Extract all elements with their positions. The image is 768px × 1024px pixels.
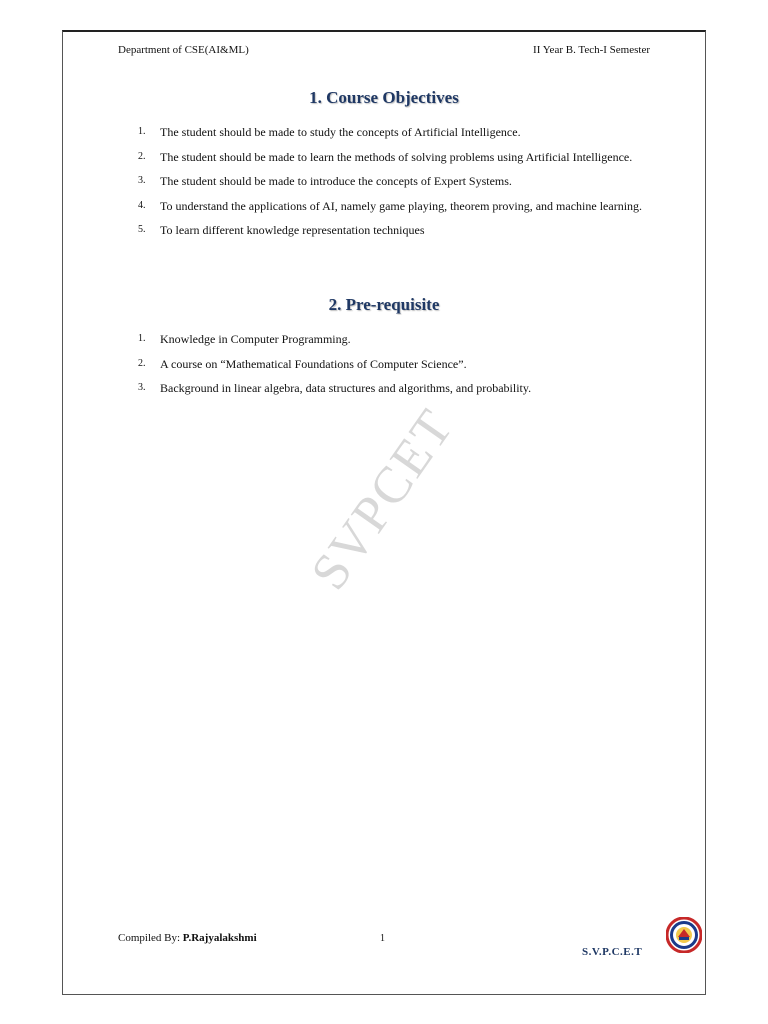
list-item: 1. Knowledge in Computer Programming.	[138, 332, 351, 346]
watermark: SVPCET	[300, 398, 466, 601]
footer-institution: S.V.P.C.E.T	[582, 946, 643, 958]
list-item: 3. The student should be made to introduce the concepts of Expert Systems.	[138, 174, 512, 188]
section-title-course-objectives: 1. Course Objectives	[309, 88, 459, 107]
compiled-name: P.Rajyalakshmi	[182, 932, 257, 944]
footer-compiled-by	[118, 932, 257, 944]
college-emblem-icon	[666, 917, 702, 953]
prerequisite-list	[118, 327, 650, 401]
page-header	[118, 44, 650, 56]
course-objectives-list	[118, 120, 650, 243]
list-item: 2. The student should be made to learn the methods of solving problems using Artificial Intelligence.	[138, 149, 633, 164]
header-department: Department of CSE(AI&ML)	[118, 44, 249, 56]
compiled-label: Compiled By:	[118, 932, 181, 944]
list-item: 1. The student should be made to study the concepts of Artificial Intelligence.	[138, 125, 521, 139]
section-title-prerequisite: 2. Pre-requisite	[328, 295, 440, 314]
list-item: 4. To understand the applications of AI, namely game playing, theorem proving, and machine learning.	[138, 198, 643, 213]
list-item: 3. Background in linear algebra, data structures and algorithms, and probability.	[138, 381, 532, 395]
list-item: 2. A course on “Mathematical Foundations of Computer Science”.	[138, 356, 467, 371]
page-number: 1	[380, 933, 385, 944]
header-semester: II Year B. Tech-I Semester	[533, 44, 650, 56]
list-item: 5. To learn different knowledge representation techniques	[138, 223, 425, 237]
